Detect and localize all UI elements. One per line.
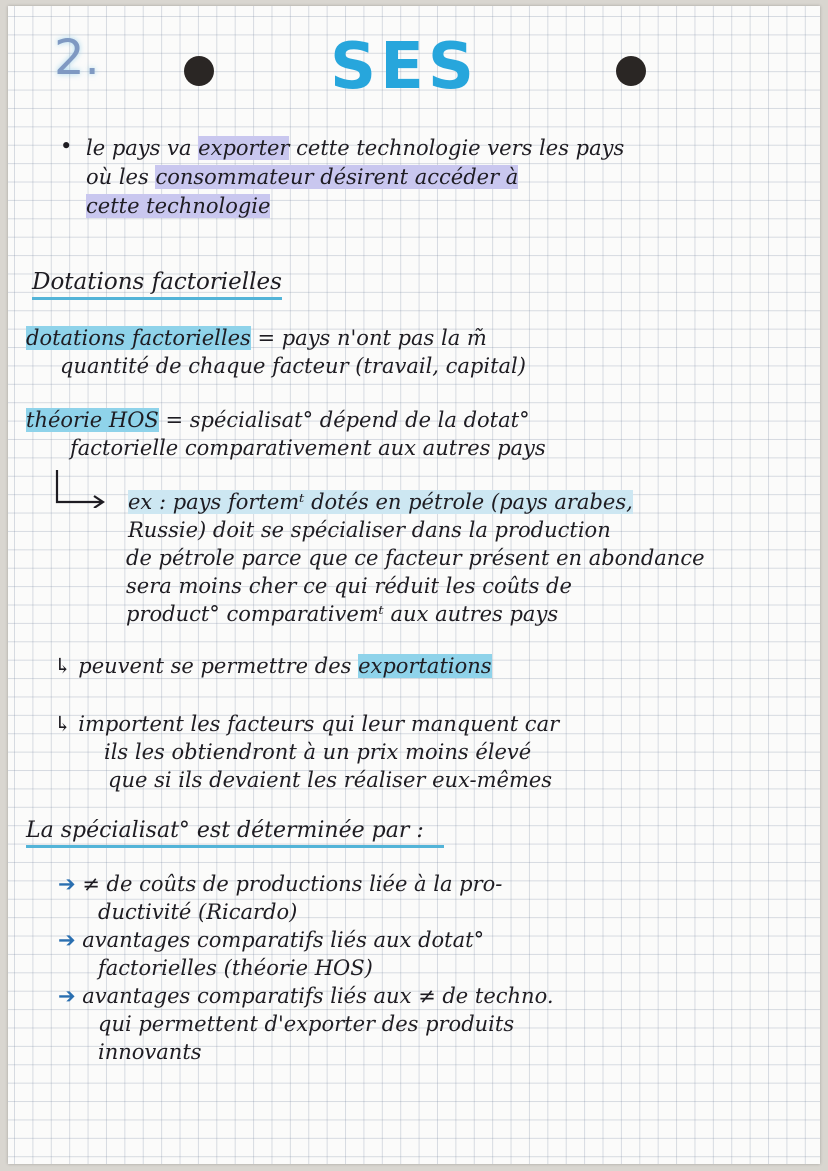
- intro-line-2: où les consommateur désirent accéder à: [86, 165, 519, 189]
- import-line-1: ↳ importent les facteurs qui leur manquent car: [54, 712, 560, 736]
- notebook-page: [8, 6, 820, 1164]
- binder-hole-left: [184, 56, 214, 86]
- binder-hole-right: [616, 56, 646, 86]
- list-item-1: ➔ ≠ de coûts de productions liée à la pro-: [58, 872, 503, 896]
- page-number: 2.: [54, 30, 100, 86]
- highlight-exportations: exportations: [358, 654, 492, 678]
- example-line-2: Russie) doit se spécialiser dans la production: [128, 518, 611, 542]
- definition-line-2: quantité de chaque facteur (travail, capital): [60, 354, 526, 378]
- hos-line-2: factorielle comparativement aux autres pays: [70, 436, 546, 460]
- list-item-2: ➔ avantages comparatifs liés aux dotat°: [58, 928, 485, 952]
- term-dotations-factorielles: dotations factorielles: [26, 326, 251, 350]
- list-item-3-cont-2: innovants: [98, 1040, 202, 1064]
- example-line-4: sera moins cher ce qui réduit les coûts de: [126, 574, 572, 598]
- example-line-1: ex : pays fortemᵗ dotés en pétrole (pays arabes,: [128, 490, 633, 514]
- intro-line-1: le pays va exporter cette technologie vers les pays: [86, 136, 625, 160]
- can-export-line: ↳ peuvent se permettre des exportations: [54, 654, 492, 678]
- import-line-3: que si ils devaient les réaliser eux-mêmes: [108, 768, 553, 792]
- corner-arrow-small-icon: ↳: [54, 654, 79, 678]
- section-heading-specialisation: La spécialisat° est déterminée par :: [26, 816, 444, 845]
- list-item-3-cont: qui permettent d'exporter des produits: [98, 1012, 515, 1036]
- list-item-1-cont: ductivité (Ricardo): [98, 900, 298, 924]
- example-line-5: product° comparativemᵗ aux autres pays: [126, 602, 559, 626]
- term-theorie-hos: théorie HOS: [26, 408, 159, 432]
- list-item-2-cont: factorielles (théorie HOS): [98, 956, 373, 980]
- example-line-3: de pétrole parce que ce facteur présent en abondance: [126, 546, 705, 570]
- intro-bullet: •: [60, 134, 73, 158]
- arrow-right-icon: ➔: [58, 984, 83, 1008]
- intro-line-3: cette technologie: [86, 194, 271, 218]
- arrow-right-icon: ➔: [58, 872, 83, 896]
- arrow-right-icon: ➔: [58, 928, 83, 952]
- import-line-2: ils les obtiendront à un prix moins élevé: [104, 740, 532, 764]
- page-title: SES: [330, 30, 478, 104]
- section-heading-dotations: Dotations factorielles: [32, 268, 282, 297]
- hos-line-1: théorie HOS = spécialisat° dépend de la dotat°: [26, 408, 530, 432]
- list-item-3: ➔ avantages comparatifs liés aux ≠ de techno.: [58, 984, 554, 1008]
- corner-arrow-icon: [54, 468, 108, 508]
- highlight-exporter: exporter: [198, 136, 290, 160]
- definition-line-1: dotations factorielles = pays n'ont pas la m̃: [26, 326, 487, 350]
- corner-arrow-small-icon-2: ↳: [54, 712, 79, 736]
